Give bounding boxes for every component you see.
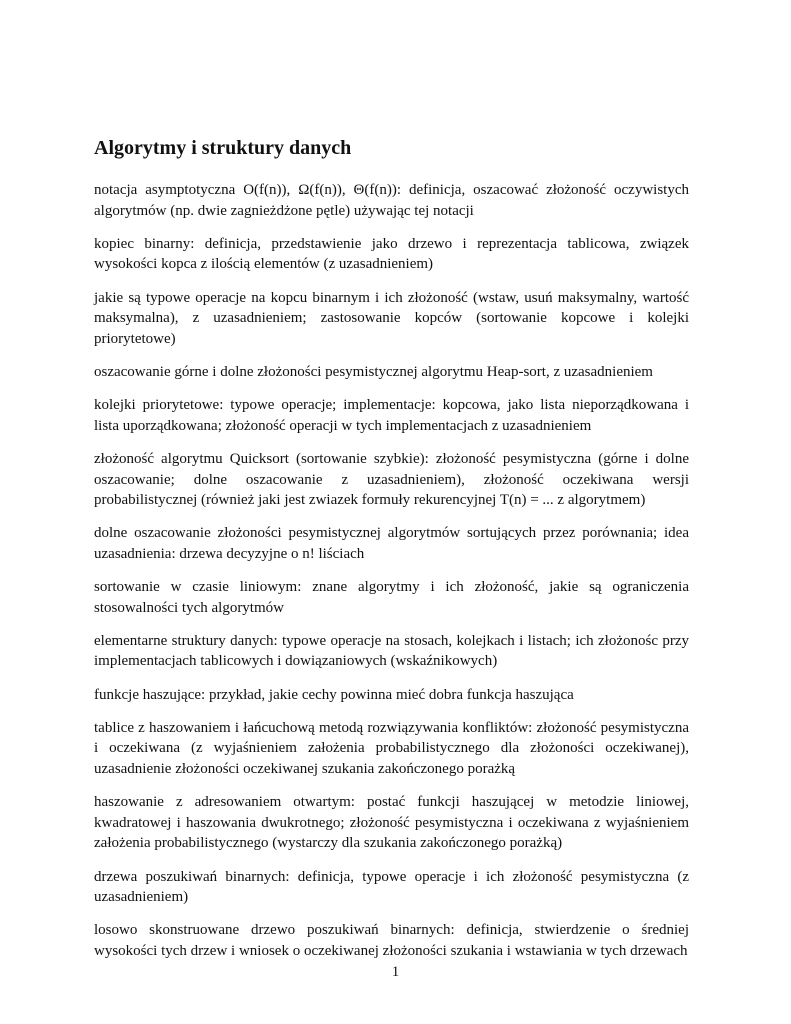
page-number: 1 [391,964,400,980]
topic-item: dolne oszacowanie złożoności pesymistycznej algorytmów sortujących przez porównania; idea uzasadnienia: drzewa decyzyjne o n! liściach [94,525,689,562]
section-title: Algorytmy i struktury danych [94,137,352,159]
topic-item: haszowanie z adresowaniem otwartym: postać funkcji haszującej w metodzie liniowej, kwadratowej i haszowania dwukrotnego; złożoność pesymistyczna i oczekiwana z wyjaśnieniem założenia probabilistycznego (wystarczy dla szukania zakończonego porażką) [94,794,689,852]
topic-item: notacja asymptotyczna O(f(n)), Ω(f(n)), Θ(f(n)): definicja, oszacować złożoność oczywistych algorytmów (np. dwie zagnieżdżone pętle) używając tej notacji [94,182,689,219]
topic-item: kolejki priorytetowe: typowe operacje; implementacje: kopcowa, jako lista nieporządkowana i lista uporządkowana; złożoność operacji w tych implementacjach z uzasadnieniem [94,397,689,434]
topic-item: jakie są typowe operacje na kopcu binarnym i ich złożoność (wstaw, usuń maksymalny, wartość maksymalna), z uzasadnieniem; zastosowanie kopców (sortowanie kopcowe i kolejki priorytetowe) [94,289,689,347]
topic-item: złożoność algorytmu Quicksort (sortowanie szybkie): złożoność pesymistyczna (górne i dolne oszacowanie; dolne oszacowanie z uzasadnieniem), złożoność oczekiwana wersji probabilistycznej (również jaki jest zwiazek formuły rekurencyjnej T(n) = ... z algorytmem) [94,450,689,509]
topic-item: elementarne struktury danych: typowe operacje na stosach, kolejkach i listach; ich złożonośc przy implementacjach tablicowych i dowiązaniowych (wskaźnikowych) [94,632,689,670]
topic-item: drzewa poszukiwań binarnych: definicja, typowe operacje i ich złożoność pesymistyczna (z uzasadnieniem) [94,868,689,906]
topic-list [94,180,689,974]
topic-item: losowo skonstruowane drzewo poszukiwań binarnych: definicja, stwierdzenie o średniej wysokości tych drzew i wniosek o oczekiwanej złożoności szukania i wstawiania w tych drzewach [94,922,689,959]
topic-item: tablice z haszowaniem i łańcuchową metodą rozwiązywania konfliktów: złożoność pesymistyczna i oczekiwana (z wyjaśnieniem założenia probabilistycznego dla złożoności oczekiwanej), uzasadnienie złożoności oczekiwanej szukania zakończonego porażką [94,719,689,777]
topic-item: funkcje haszujące: przykład, jakie cechy powinna mieć dobra funkcja haszująca [94,686,574,703]
topic-item: sortowanie w czasie liniowym: znane algorytmy i ich złożoność, jakie są ograniczenia stosowalności tych algorytmów [94,579,689,616]
topic-item: oszacowanie górne i dolne złożoności pesymistycznej algorytmu Heap-sort, z uzasadnieniem [94,363,653,380]
topic-item: kopiec binarny: definicja, przedstawienie jako drzewo i reprezentacja tablicowa, związek wysokości kopca z ilością elementów (z uzasadnieniem) [94,235,689,273]
